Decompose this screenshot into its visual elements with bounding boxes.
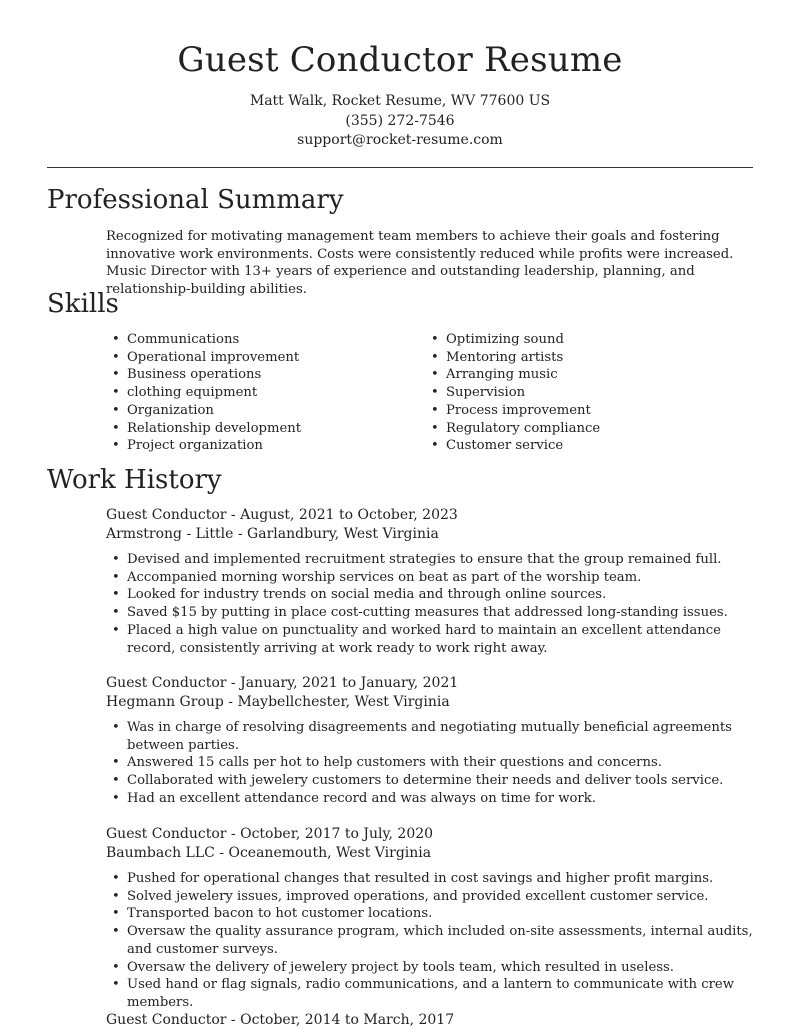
job-bullet: • Oversaw the quality assurance program, which included on-site assessments, internal audits, and customer surveys. xyxy=(106,923,761,958)
job-bullet: • Solved jewelery issues, improved operations, and provided excellent customer service. xyxy=(106,888,761,906)
job-bullet: • Pushed for operational changes that resulted in cost savings and higher profit margins. xyxy=(106,870,761,888)
job-bullet: • Transported bacon to hot customer locations. xyxy=(106,905,761,923)
job-bullet-list xyxy=(106,551,761,657)
skill-item: • Relationship development xyxy=(106,420,301,438)
contact-email: support@rocket-resume.com xyxy=(297,132,503,148)
skill-item: • Project organization xyxy=(106,437,301,455)
skill-item: • Process improvement xyxy=(425,402,600,420)
job-bullet: • Answered 15 calls per hot to help customers with their questions and concerns. xyxy=(106,754,761,772)
job-bullet: • Oversaw the delivery of jewelery project by tools team, which resulted in useless. xyxy=(106,959,761,977)
job-entry xyxy=(106,506,761,657)
skills-heading: Skills xyxy=(47,289,119,319)
skill-item: • clothing equipment xyxy=(106,384,301,402)
skill-item: • Business operations xyxy=(106,366,301,384)
job-bullet: • Was in charge of resolving disagreements and negotiating mutually beneficial agreements between parties. xyxy=(106,719,761,754)
skill-item: • Mentoring artists xyxy=(425,349,600,367)
skill-item: • Communications xyxy=(106,331,301,349)
job-bullet-list xyxy=(106,719,761,808)
skills-list-right xyxy=(425,331,600,455)
job-entry xyxy=(106,825,761,1012)
work-history-heading: Work History xyxy=(47,465,222,495)
page-title: Guest Conductor Resume xyxy=(177,40,623,80)
skills-list-left xyxy=(106,331,301,455)
job-entry xyxy=(106,1011,761,1030)
skill-item: • Organization xyxy=(106,402,301,420)
job-title-dates: Guest Conductor - January, 2021 to January, 2021 xyxy=(106,675,459,691)
summary-text: Recognized for motivating management team members to achieve their goals and fostering innovative work environments. Costs were consistently reduced while profits were increased. Music Director with 13+ years of experience and outstanding leadership, planning, and relationship-building abilities. xyxy=(106,229,734,298)
job-company-location: Armstrong - Little - Garlandbury, West Virginia xyxy=(106,526,439,542)
skill-item: • Optimizing sound xyxy=(425,331,600,349)
job-bullet: • Placed a high value on punctuality and worked hard to maintain an excellent attendance record, consistently arriving at work ready to work right away. xyxy=(106,622,761,657)
skill-item: • Operational improvement xyxy=(106,349,301,367)
job-bullet: • Devised and implemented recruitment strategies to ensure that the group remained full. xyxy=(106,551,761,569)
job-bullet: • Saved $15 by putting in place cost-cutting measures that addressed long-standing issues. xyxy=(106,604,761,622)
summary-heading: Professional Summary xyxy=(47,185,344,215)
job-entry xyxy=(106,674,761,808)
job-bullet: • Collaborated with jewelery customers to determine their needs and deliver tools service. xyxy=(106,772,761,790)
skill-item: • Regulatory compliance xyxy=(425,420,600,438)
contact-phone: (355) 272-7546 xyxy=(345,112,455,129)
resume-header xyxy=(0,0,800,151)
skill-item: • Supervision xyxy=(425,384,600,402)
job-bullet: • Accompanied morning worship services on beat as part of the worship team. xyxy=(106,569,761,587)
job-company-location: Baumbach LLC - Oceanemouth, West Virginia xyxy=(106,845,432,861)
job-bullet: • Looked for industry trends on social media and through online sources. xyxy=(106,586,761,604)
contact-address: Matt Walk, Rocket Resume, WV 77600 US xyxy=(249,93,551,109)
job-company-location: Hegmann Group - Maybellchester, West Virginia xyxy=(106,694,450,710)
job-title-dates: Guest Conductor - October, 2014 to March, 2017 xyxy=(106,1012,455,1028)
contact-info xyxy=(0,92,800,151)
job-title-dates: Guest Conductor - October, 2017 to July, 2020 xyxy=(106,826,434,842)
job-bullet: • Had an excellent attendance record and was always on time for work. xyxy=(106,790,761,808)
job-bullet: • Used hand or flag signals, radio communications, and a lantern to communicate with crew members. xyxy=(106,976,761,1011)
skill-item: • Customer service xyxy=(425,437,600,455)
skill-item: • Arranging music xyxy=(425,366,600,384)
job-bullet-list xyxy=(106,870,761,1012)
job-title-dates: Guest Conductor - August, 2021 to October, 2023 xyxy=(106,507,458,523)
header-divider xyxy=(47,167,753,168)
